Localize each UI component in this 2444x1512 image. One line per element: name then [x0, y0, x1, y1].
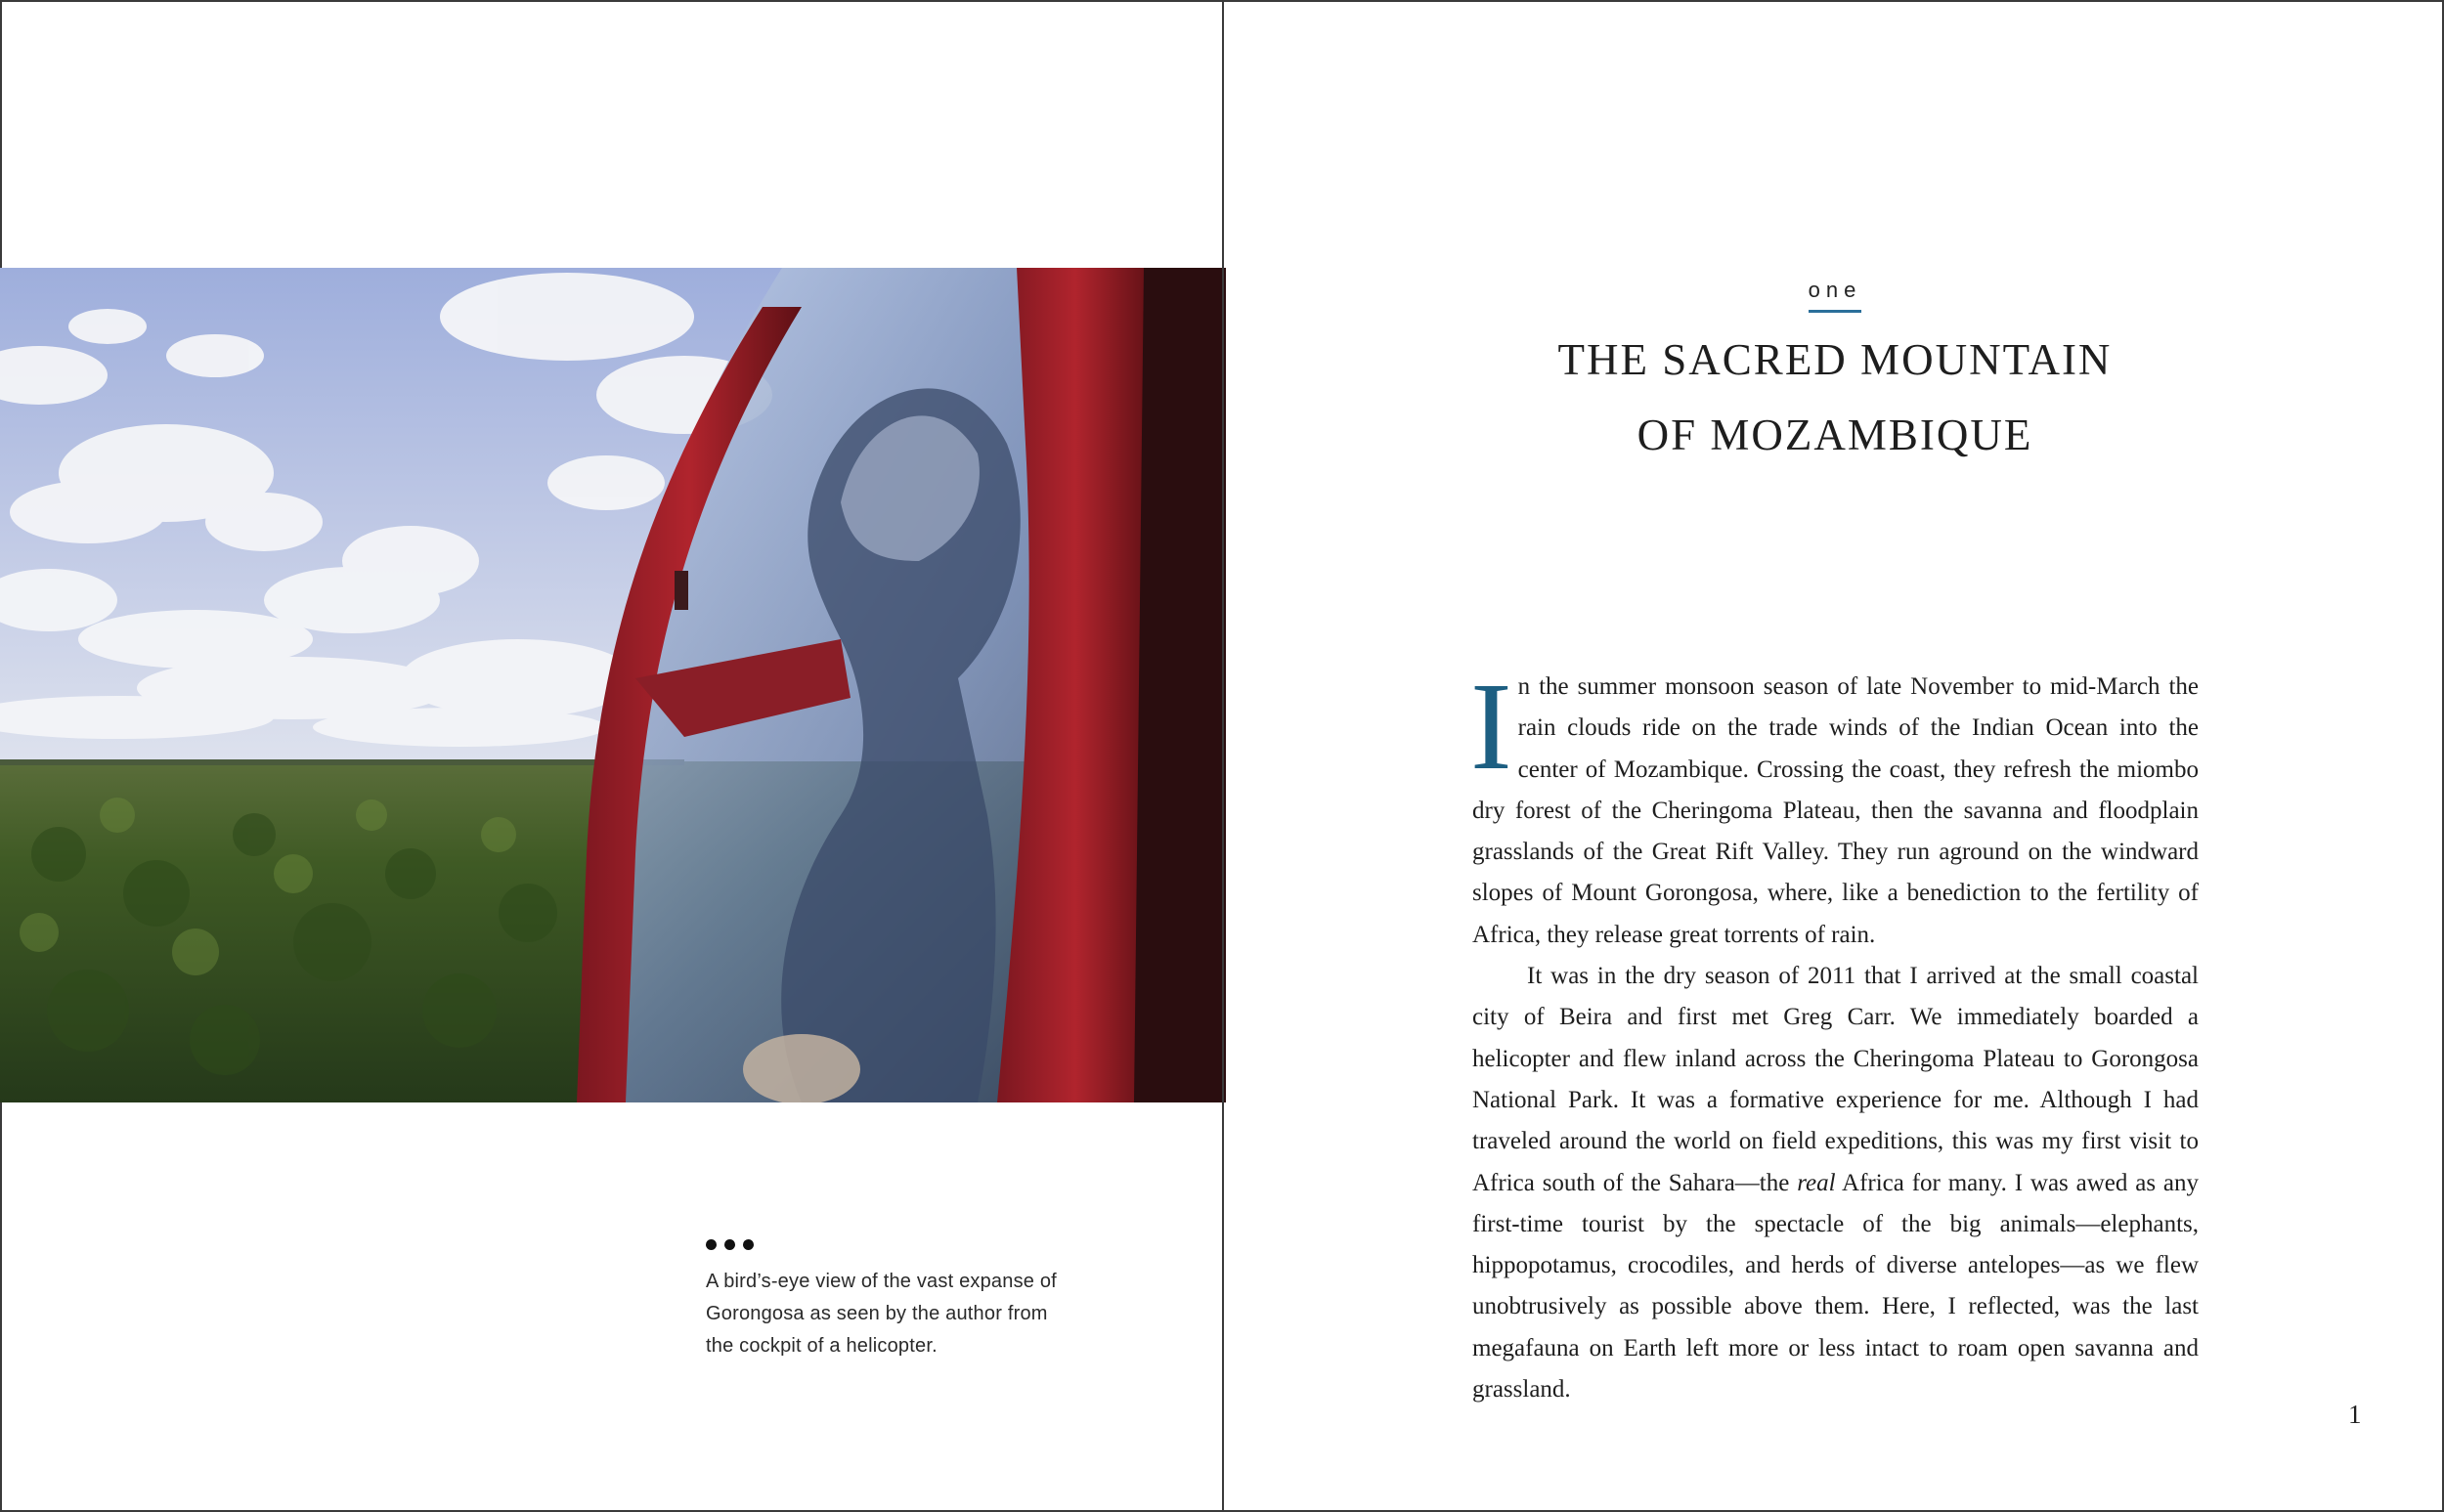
chapter-title — [1224, 323, 2444, 473]
page-number: 1 — [2348, 1400, 2362, 1429]
right-page — [1222, 0, 2444, 1512]
chapter-title-line-1: THE SACRED MOUNTAIN — [1557, 335, 2113, 384]
chapter-title-line-2: OF MOZAMBIQUE — [1637, 410, 2033, 459]
photo-caption — [706, 1239, 1077, 1362]
drop-cap: I — [1470, 657, 1512, 796]
caption-text: A bird’s-eye view of the vast expanse of Gorongosa as seen by the author from the cockpit of a helicopter. — [706, 1271, 1057, 1357]
helicopter-aerial-photo — [0, 268, 1226, 1102]
ornament-dot — [724, 1239, 735, 1250]
paragraph-2 — [1472, 956, 2199, 1410]
chapter-number-underline — [1809, 310, 1861, 313]
paragraph-2-text-end: Africa for many. I was awed as any first-time tourist by the spectacle of the big animals—elephants, hippopotamus, crocodiles, and herds of diverse antelopes—as we flew unobtrusively as possible above them. Here, I reflected, was the last megafauna on Earth left more or less intact to roam open savanna and grassland. — [1472, 1169, 2199, 1404]
ornament-dot — [706, 1239, 717, 1250]
paragraph-2-italic-word: real — [1797, 1169, 1836, 1196]
paragraph-1-text: n the summer monsoon season of late November to mid-March the rain clouds ride on the trade winds of the Indian Ocean into the center of Mozambique. Crossing the coast, they refresh the miombo dry forest of the Cheringoma Plateau, then the savanna and floodplain grasslands of the Great Rift Valley. They run aground on the windward slopes of Mount Gorongosa, where, like a benediction to the fertility of Africa, they release great torrents of rain. — [1472, 673, 2199, 948]
caption-dots-ornament — [706, 1239, 1077, 1250]
ornament-dot — [743, 1239, 754, 1250]
chapter-number: one — [1808, 278, 1862, 302]
chapter-body-text — [1470, 657, 2199, 1410]
paragraph-2-text-start: It was in the dry season of 2011 that I arrived at the small coastal city of Beira and first met Greg Carr. We immediately boarded a helicopter and flew inland across the Cheringoma Plateau to Gorongosa National Park. It was a formative experience for me. Although I had traveled around the world on field expeditions, this was my first visit to Africa south of the Sahara—the — [1472, 963, 2199, 1196]
paragraph-1 — [1470, 657, 2199, 956]
